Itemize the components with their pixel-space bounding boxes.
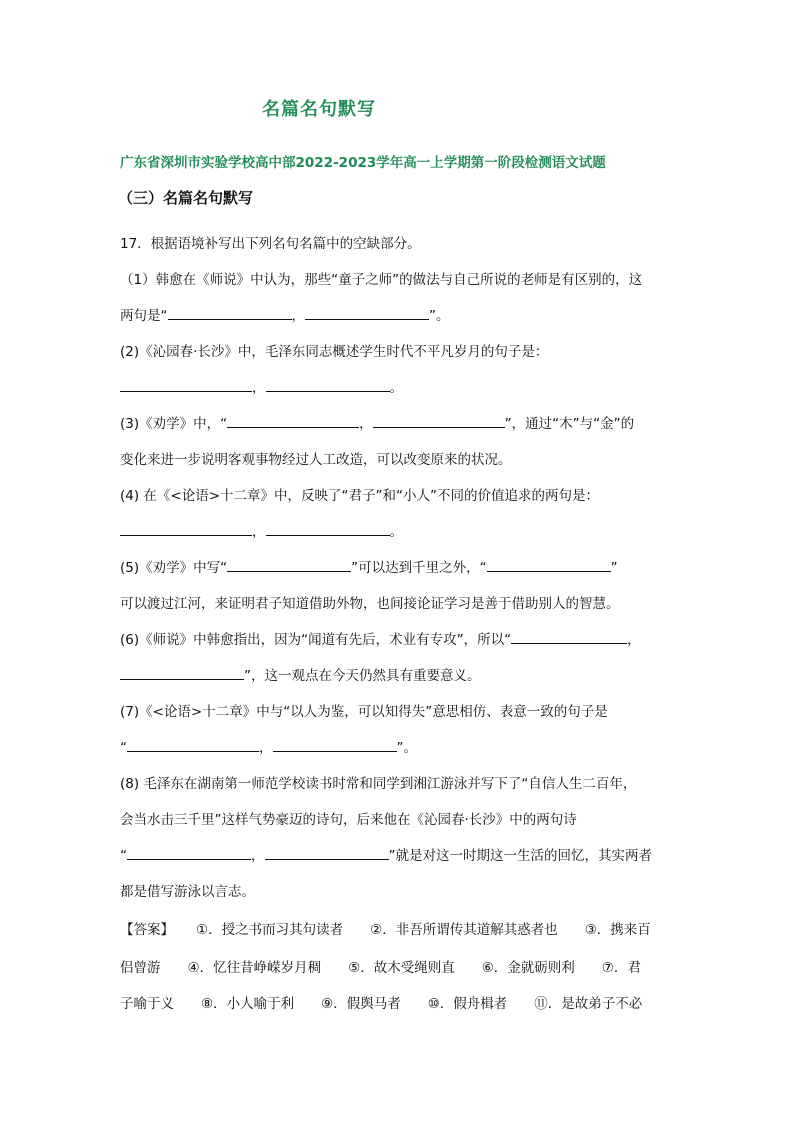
- blank[interactable]: [168, 307, 292, 320]
- item-8-line-4: 都是借写游泳以言志。: [120, 884, 255, 900]
- item-2-line-2: [120, 376, 403, 396]
- answer-text-1: ①．授之书而习其句读者 ②．非吾所谓传其道解其惑者也 ③．携来百: [196, 922, 651, 938]
- comma: ，: [627, 632, 641, 648]
- item-5-middle: ”可以达到千里之外，“: [351, 560, 487, 576]
- item-4-line-1: (4) 在《<论语>十二章》中，反映了“君子”和“小人”不同的价值追求的两句是：: [120, 488, 600, 504]
- item-7-line-2: [120, 736, 417, 756]
- blank[interactable]: [511, 631, 627, 644]
- item-3-line-2: 变化来进一步说明客观事物经过人工改造，可以改变原来的状况。: [120, 452, 512, 468]
- open-quote: “: [120, 848, 127, 864]
- item-8-suffix: ”就是对这一时期这一生活的回忆，其实两者: [388, 848, 652, 864]
- item-5-prefix: (5)《劝学》中写“: [120, 560, 228, 576]
- comma: ，: [251, 848, 265, 864]
- blank[interactable]: [487, 559, 611, 572]
- page-title: 名篇名句默写: [262, 99, 376, 120]
- answer-line-1: [120, 918, 651, 938]
- question-stem: 17．根据语境补写出下列名句名篇中的空缺部分。: [120, 236, 421, 252]
- answer-label: 【答案】: [120, 922, 174, 938]
- blank[interactable]: [265, 847, 389, 860]
- blank[interactable]: [127, 847, 251, 860]
- blank[interactable]: [127, 739, 259, 752]
- item-7-suffix: ”。: [396, 740, 417, 756]
- blank[interactable]: [120, 379, 252, 392]
- item-2-line-1: (2)《沁园春·长沙》中，毛泽东同志概述学生时代不平凡岁月的句子是：: [120, 344, 549, 360]
- open-quote: “: [120, 740, 127, 756]
- item-3-line-1: [120, 412, 634, 432]
- answer-line-3: 子喻于义 ⑧．小人喻于利 ⑨．假舆马者 ⑩．假舟楫者 ⑪．是故弟子不必: [120, 996, 643, 1012]
- period: 。: [389, 380, 403, 396]
- blank[interactable]: [120, 523, 252, 536]
- blank[interactable]: [227, 415, 359, 428]
- item-1-suffix: ”。: [429, 308, 450, 324]
- item-3-suffix: ”，通过“木”与“金”的: [504, 416, 635, 432]
- comma: ，: [291, 308, 305, 324]
- item-6-prefix: (6)《师说》中韩愈指出，因为“闻道有先后，术业有专攻”，所以“: [120, 632, 512, 648]
- item-6-line-1: [120, 628, 641, 648]
- blank[interactable]: [373, 415, 505, 428]
- source-heading: 广东省深圳市实验学校高中部2022-2023学年高一上学期第一阶段检测语文试题: [120, 155, 606, 171]
- blank[interactable]: [120, 667, 244, 680]
- item-5-line-2: 可以渡过江河，来证明君子知道借助外物，也间接论证学习是善于借助别人的智慧。: [120, 596, 620, 612]
- blank[interactable]: [266, 379, 390, 392]
- item-7-line-1: (7)《<论语>十二章》中与“以人为鉴，可以知得失”意思相仿、表意一致的句子是: [120, 704, 608, 720]
- item-8-line-3: [120, 844, 652, 864]
- item-6-suffix: ”，这一观点在今天仍然具有重要意义。: [244, 668, 481, 684]
- item-8-line-1: (8) 毛泽东在湖南第一师范学校读书时常和同学到湘江游泳并写下了“自信人生二百年，: [120, 776, 637, 792]
- blank[interactable]: [273, 739, 397, 752]
- comma: ，: [252, 524, 266, 540]
- blank[interactable]: [266, 523, 390, 536]
- item-5-suffix: ”: [610, 560, 618, 576]
- item-1-line-1: （1）韩愈在《师说》中认为，那些“童子之师”的做法与自己所说的老师是有区别的，这: [120, 272, 643, 288]
- answer-line-2: 侣曾游 ④．忆往昔峥嵘岁月稠 ⑤．故木受绳则直 ⑥．金就砺则利 ⑦．君: [120, 960, 641, 976]
- item-4-line-2: [120, 520, 403, 540]
- item-1-line-2: [120, 304, 450, 324]
- blank[interactable]: [227, 559, 351, 572]
- item-1-prefix: 两句是“: [120, 308, 168, 324]
- blank[interactable]: [305, 307, 429, 320]
- comma: ，: [252, 380, 266, 396]
- item-6-line-2: [120, 664, 481, 684]
- section-heading: （三）名篇名句默写: [118, 189, 254, 207]
- comma: ，: [259, 740, 273, 756]
- comma: ，: [359, 416, 373, 432]
- item-5-line-1: [120, 556, 618, 576]
- period: 。: [389, 524, 403, 540]
- item-8-line-2: 会当水击三千里”这样气势豪迈的诗句，后来他在《沁园春·长沙》中的两句诗: [120, 812, 577, 828]
- item-3-prefix: (3)《劝学》中，“: [120, 416, 228, 432]
